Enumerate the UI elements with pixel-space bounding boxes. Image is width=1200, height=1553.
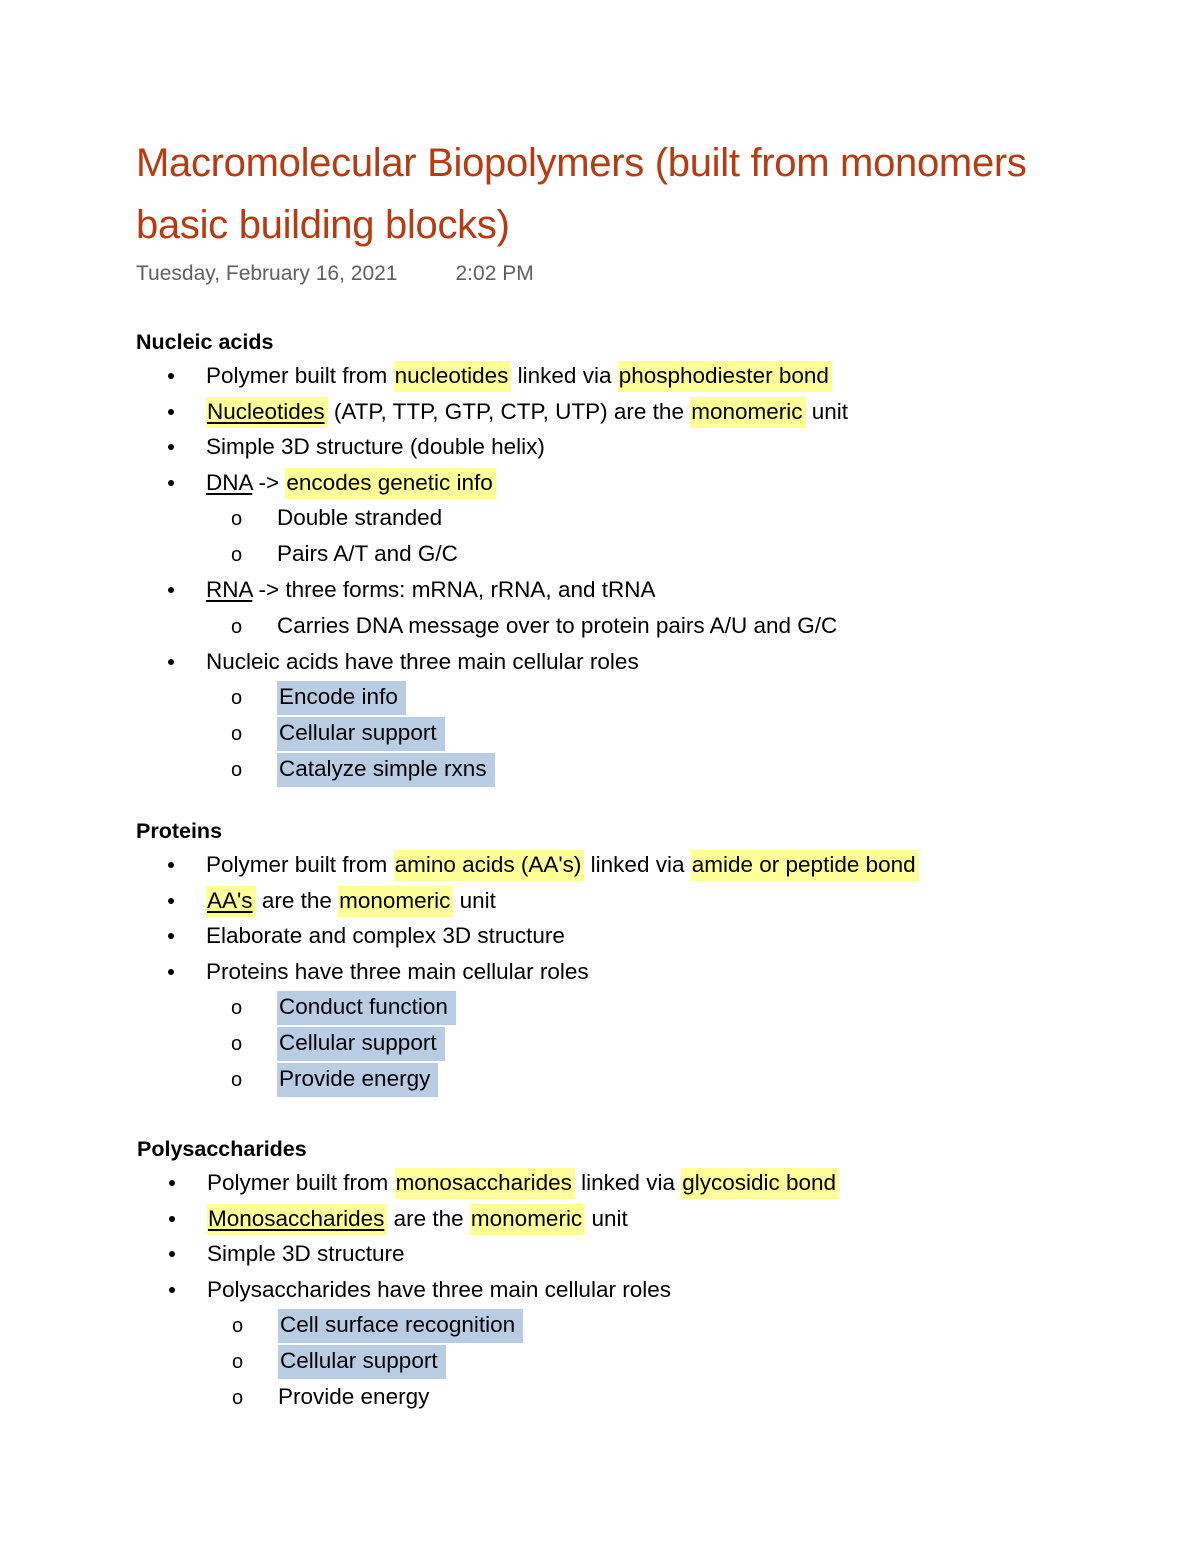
sub-list (206, 500, 1176, 572)
list-item (136, 358, 1176, 394)
sub-list (207, 1307, 1177, 1415)
blue-highlight: Cell surface recognition (278, 1309, 523, 1343)
text: Proteins have three main cellular roles (206, 958, 589, 984)
list-item (136, 883, 1176, 919)
list-item (136, 954, 1176, 1098)
list-item (137, 1272, 1177, 1416)
highlight: monomeric (338, 886, 453, 917)
list-item (136, 465, 1176, 573)
blue-highlight: Cellular support (277, 1027, 445, 1061)
sub-list-item: o Pairs A/T and G/C (136, 536, 1176, 572)
blue-highlight: Catalyze simple rxns (277, 753, 495, 787)
highlight: phosphodiester bond (618, 361, 832, 392)
section-heading: Proteins (136, 819, 223, 843)
title-line-2: basic building blocks) (136, 203, 510, 247)
sub-list-item: o Double stranded (136, 500, 1176, 536)
sub-list (206, 679, 1176, 787)
text: unit (585, 1205, 628, 1231)
list-item (136, 572, 1176, 644)
list-item (136, 644, 1176, 788)
text: (ATP, TTP, GTP, CTP, UTP) are the (327, 398, 691, 424)
list-item (136, 847, 1176, 883)
list-item (137, 1201, 1177, 1237)
section-nucleic-acids (136, 326, 1176, 787)
text: Polymer built from (206, 852, 394, 877)
sub-list-item (136, 1025, 1176, 1061)
highlight: glycosidic bond (681, 1168, 839, 1199)
sub-list-item (137, 1343, 1177, 1379)
title-line-1: Macromolecular Biopolymers (built from monomers (136, 141, 1027, 185)
sub-list (206, 608, 1176, 644)
blue-highlight: Encode info (277, 681, 406, 715)
text: are the (255, 887, 339, 913)
sub-list-item (136, 989, 1176, 1025)
page-timestamp (136, 262, 534, 286)
text: Polymer built from (206, 363, 394, 388)
sub-list-item (136, 679, 1176, 715)
sub-list (206, 989, 1176, 1097)
highlight: monomeric (690, 397, 805, 428)
section-proteins (136, 815, 1176, 1097)
highlight: amide or peptide bond (691, 850, 919, 881)
highlight-underlined: AA's (206, 886, 256, 917)
bullet-list (136, 358, 1176, 787)
text: Polymer built from (207, 1170, 395, 1195)
list-item: Elaborate and complex 3D structure (136, 918, 1176, 954)
text: unit (453, 887, 496, 913)
text: linked via (584, 852, 691, 877)
text: -> (252, 469, 286, 495)
sub-list-item (137, 1379, 1177, 1415)
page-title (136, 132, 1200, 256)
sub-list-item: o Carries DNA message over to protein pairs A/U and G/C (136, 608, 1176, 644)
blue-highlight: Conduct function (277, 991, 456, 1025)
plain-text: Provide energy (278, 1384, 430, 1409)
blue-highlight: Provide energy (277, 1063, 438, 1097)
highlight: nucleotides (394, 361, 512, 392)
list-item: Simple 3D structure (137, 1236, 1177, 1272)
sub-list-item (136, 715, 1176, 751)
section-polysaccharides (137, 1133, 1177, 1415)
section-heading: Nucleic acids (136, 330, 274, 354)
highlight: encodes genetic info (285, 468, 495, 499)
highlight-underlined: Nucleotides (206, 397, 328, 428)
text: unit (805, 398, 849, 424)
text: -> three forms: mRNA, rRNA, and tRNA (252, 577, 656, 602)
underlined-term: RNA (206, 577, 253, 602)
blue-highlight: Cellular support (277, 717, 445, 751)
text: linked via (574, 1170, 682, 1195)
list-item (136, 394, 1176, 430)
section-heading: Polysaccharides (137, 1137, 307, 1161)
text: linked via (511, 363, 618, 388)
text: Nucleic acids have three main cellular roles (206, 648, 639, 674)
blue-highlight: Cellular support (278, 1345, 446, 1379)
highlight: monomeric (470, 1204, 585, 1235)
bullet-list (137, 1165, 1177, 1415)
highlight: amino acids (AA's) (394, 850, 585, 881)
sub-list-item (136, 751, 1176, 787)
highlight: monosaccharides (395, 1168, 575, 1199)
page-date: Tuesday, February 16, 2021 (136, 262, 398, 285)
bullet-list (136, 847, 1176, 1097)
sub-list-item (137, 1307, 1177, 1343)
sub-list-item (136, 1061, 1176, 1097)
page-time: 2:02 PM (455, 262, 534, 285)
list-item (137, 1165, 1177, 1201)
highlight-underlined: Monosaccharides (207, 1204, 387, 1235)
text: are the (387, 1205, 470, 1231)
text: Polysaccharides have three main cellular roles (207, 1276, 671, 1302)
list-item: Simple 3D structure (double helix) (136, 429, 1176, 465)
underlined-term: DNA (206, 469, 253, 495)
